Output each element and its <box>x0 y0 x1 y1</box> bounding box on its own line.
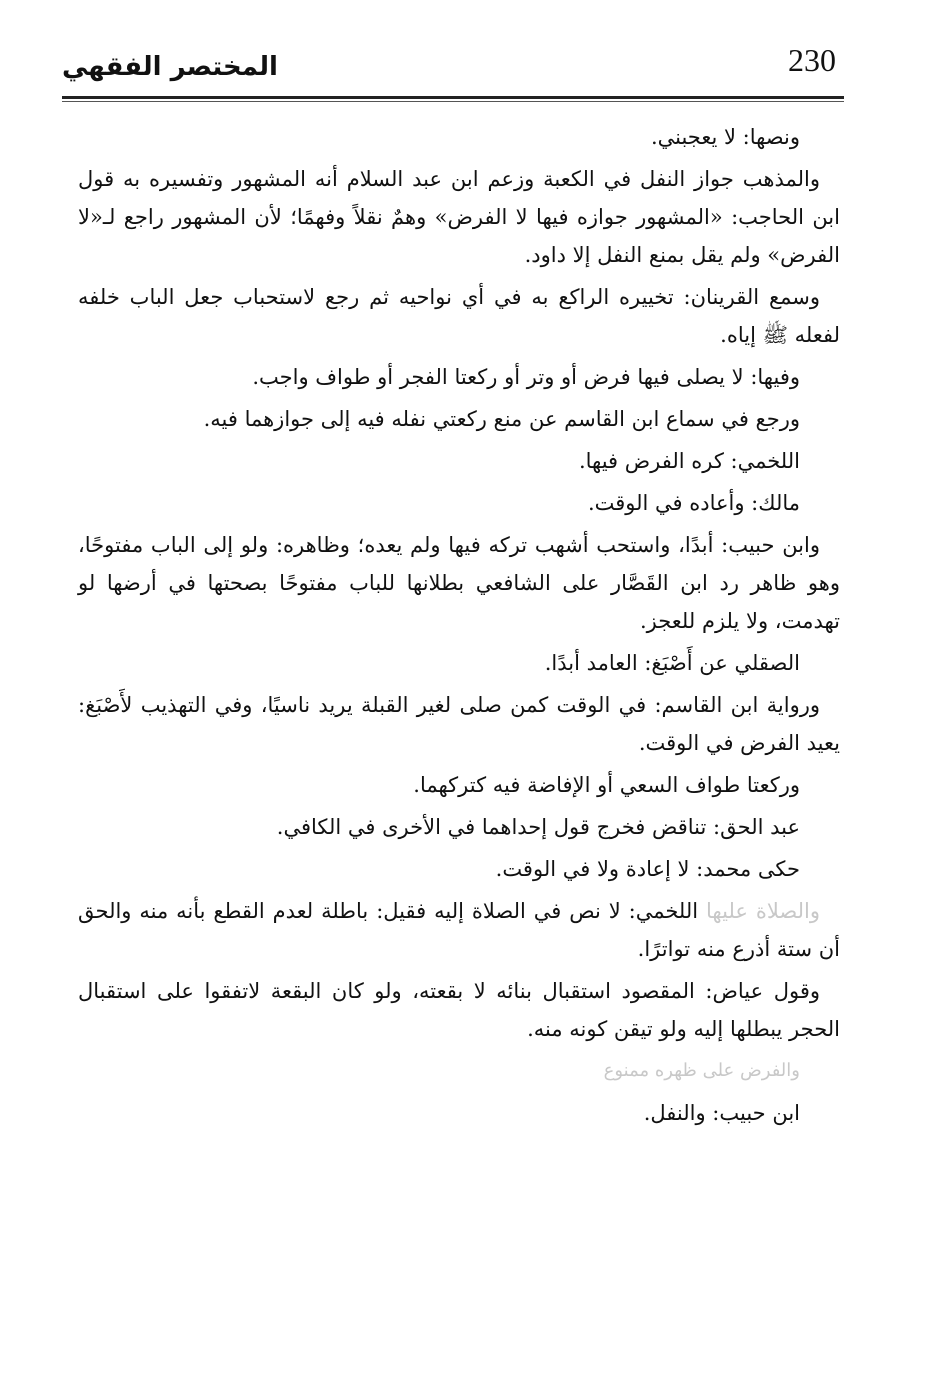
paragraph: وفيها: لا يصلى فيها فرض أو وتر أو ركعتا الفجر أو طواف واجب. <box>252 365 800 389</box>
paragraph: حكى محمد: لا إعادة ولا في الوقت. <box>495 857 800 881</box>
page-body <box>78 118 840 1136</box>
paragraph: والمذهب جواز النفل في الكعبة وزعم ابن عبد السلام أنه المشهور وتفسيره به قول ابن الحاجب: «المشهور جوازه فيها لا الفرض» وهمٌ نقلاً وفهمًا؛ لأن المشهور راجع لـ«لا الفرض» ولم يقل بمنع النفل إلا داود. <box>78 167 840 267</box>
paragraph: ورواية ابن القاسم: في الوقت كمن صلى لغير القبلة يريد ناسيًا، وفي التهذيب لأَصْبَغ: يعيد الفرض في الوقت. <box>78 693 840 755</box>
book-title: المختصر الفقهي <box>62 52 278 82</box>
paragraph: عبد الحق: تناقض فخرج قول إحداهما في الأخرى في الكافي. <box>276 815 800 839</box>
paragraph: الصقلي عن أَصْبَغ: العامد أبدًا. <box>544 651 800 675</box>
faint-prefix: والصلاة عليها <box>706 899 820 923</box>
paragraph: وابن حبيب: أبدًا، واستحب أشهب تركه فيها ولم يعده؛ وظاهره: ولو إلى الباب مفتوحًا، وهو ظاهر رد ابن القَصَّار على الشافعي بطلانها للباب مفتوحًا بصحتها في أرضها لو تهدمت، ولا يلزم للعجز. <box>78 533 840 633</box>
faint-line: والفرض على ظهره ممنوع <box>603 1060 800 1081</box>
header-rule <box>62 96 844 99</box>
page-number: 230 <box>788 42 836 78</box>
paragraph: ابن حبيب: والنفل. <box>643 1101 800 1125</box>
paragraph: وقول عياض: المقصود استقبال بنائه لا بقعته، ولو كان البقعة لاتفقوا على استقبال الحجر يبطلها إليه ولو تيقن كونه منه. <box>78 979 840 1041</box>
header-rule-thin <box>62 101 844 102</box>
paragraph: ورجع في سماع ابن القاسم عن منع ركعتي نفله فيه إلى جوازهما فيه. <box>203 407 800 431</box>
paragraph: وركعتا طواف السعي أو الإفاضة فيه كتركهما. <box>413 773 800 797</box>
paragraph: وسمع القرينان: تخييره الراكع به في أي نواحيه ثم رجع لاستحباب جعل الباب خلفه لفعله ﷺ إياه. <box>78 285 840 347</box>
paragraph: ونصها: لا يعجبني. <box>650 125 800 149</box>
page-header <box>62 38 844 98</box>
paragraph-text: اللخمي: لا نص في الصلاة إليه فقيل: باطلة لعدم القطع بأنه منه والحق أن ستة أذرع منه تواترًا. <box>78 899 840 961</box>
paragraph: اللخمي: كره الفرض فيها. <box>578 449 800 473</box>
paragraph-lakhmi <box>78 892 840 968</box>
paragraph: مالك: وأعاده في الوقت. <box>587 491 800 515</box>
